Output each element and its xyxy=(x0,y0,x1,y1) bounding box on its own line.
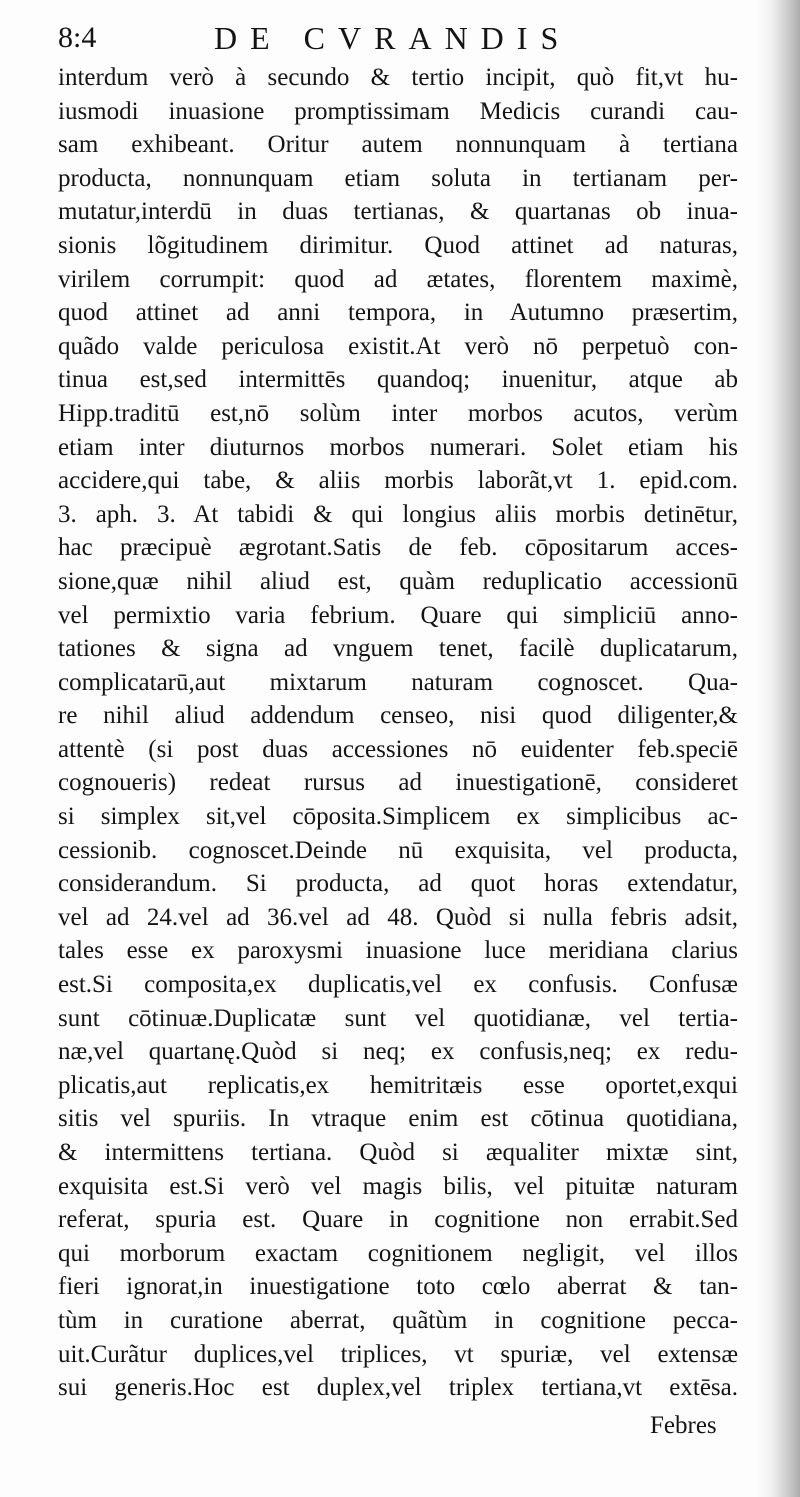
text-line: vel permixtio varia febrium. Quare qui simpliciū anno- xyxy=(58,601,738,629)
text-line: plicatis,aut replicatis,ex hemitritæis esse oportet,exqui xyxy=(58,1071,738,1099)
text-line: producta, nonnunquam etiam soluta in tertianam per- xyxy=(58,164,738,192)
text-line: interdum verò à secundo & tertio incipit, quò fit,vt hu- xyxy=(58,64,738,91)
text-line: sui generis.Hoc est duplex,vel triplex tertiana,vt extēsa. xyxy=(58,1374,738,1402)
text-line: tùm in curatione aberrat, quãtùm in cognitione pecca- xyxy=(58,1306,738,1334)
text-line: complicatarū,aut mixtarum naturam cognoscet. Qua- xyxy=(58,668,738,696)
page-header xyxy=(58,12,738,62)
text-line: etiam inter diuturnos morbos numerari. Solet etiam his xyxy=(58,433,738,461)
text-line: considerandum. Si producta, ad quot horas extendatur, xyxy=(58,870,738,898)
text-line: sitis vel spuriis. In vtraque enim est cōtinua quotidiana, xyxy=(58,1105,738,1133)
text-line: est.Si composita,ex duplicatis,vel ex confusis. Confusæ xyxy=(58,971,738,999)
text-line: qui morborum exactam cognitionem negligit, vel illos xyxy=(58,1239,738,1267)
text-line: accidere,qui tabe, & aliis morbis laborãt,vt 1. epid.com. xyxy=(58,467,738,495)
text-line: sione,quæ nihil aliud est, quàm reduplicatio accessionū xyxy=(58,567,738,595)
text-line: hac præcipuè ægrotant.Satis de feb. cōpositarum acces- xyxy=(58,534,738,562)
text-line: fieri ignorat,in inuestigatione toto cœlo aberrat & tan- xyxy=(58,1273,738,1301)
text-line: & intermittens tertiana. Quòd si æqualiter mixtæ sint, xyxy=(58,1139,738,1166)
catchword: Febres xyxy=(650,1412,717,1439)
text-line: quod attinet ad anni tempora, in Autumno præsertim, xyxy=(58,299,738,327)
text-line: cessionib. cognoscet.Deinde nū exquisita, vel producta, xyxy=(58,836,738,864)
text-line: exquisita est.Si verò vel magis bilis, vel pituitæ naturam xyxy=(58,1172,738,1200)
text-line: tinua est,sed intermittēs quandoq; inuenitur, atque ab xyxy=(58,366,738,394)
text-line: mutatur,interdū in duas tertianas, & quartanas ob inua- xyxy=(58,198,738,226)
text-line: sunt cōtinuæ.Duplicatæ sunt vel quotidianæ, vel tertia- xyxy=(58,1004,738,1032)
text-line: tationes & signa ad vnguem tenet, facilè duplicatarum, xyxy=(58,635,738,663)
text-line: næ,vel quartanę.Quòd si neq; ex confusis,neq; ex redu- xyxy=(58,1038,738,1066)
text-line: iusmodi inuasione promptissimam Medicis curandi cau- xyxy=(58,97,738,125)
text-line: si simplex sit,vel cōposita.Simplicem ex simplicibus ac- xyxy=(58,803,738,831)
body-text xyxy=(58,61,738,1405)
text-line: virilem corrumpit: quod ad ætates, florentem maximè, xyxy=(58,265,738,293)
text-line: attentè (si post duas accessiones nō euidenter feb.speciē xyxy=(58,735,738,763)
text-line: referat, spuria est. Quare in cognitione non errabit.Sed xyxy=(58,1206,738,1234)
text-line: cognoueris) redeat rursus ad inuestigationē, consideret xyxy=(58,769,738,797)
text-line: re nihil aliud addendum censeo, nisi quod diligenter,& xyxy=(58,702,738,730)
text-line: sam exhibeant. Oritur autem nonnunquam à tertiana xyxy=(58,131,738,159)
text-line: Hipp.traditū est,nō solùm inter morbos acutos, verùm xyxy=(58,399,738,427)
text-line: 3. aph. 3. At tabidi & qui longius aliis morbis detinētur, xyxy=(58,500,738,528)
text-line: tales esse ex paroxysmi inuasione luce meridiana clarius xyxy=(58,937,738,965)
text-line: sionis lõgitudinem dirimitur. Quod attinet ad naturas, xyxy=(58,231,738,259)
running-head: DE CVRANDIS xyxy=(214,20,572,56)
page-edge-shadow xyxy=(756,0,800,1497)
text-line: quãdo valde periculosa existit.At verò nō perpetuò con- xyxy=(58,332,738,360)
text-line: uit.Curãtur duplices,vel triplices, vt spuriæ, vel extensæ xyxy=(58,1340,738,1368)
text-line: vel ad 24.vel ad 36.vel ad 48. Quòd si nulla febris adsit, xyxy=(58,903,738,931)
page-number: 8:4 xyxy=(58,21,97,54)
